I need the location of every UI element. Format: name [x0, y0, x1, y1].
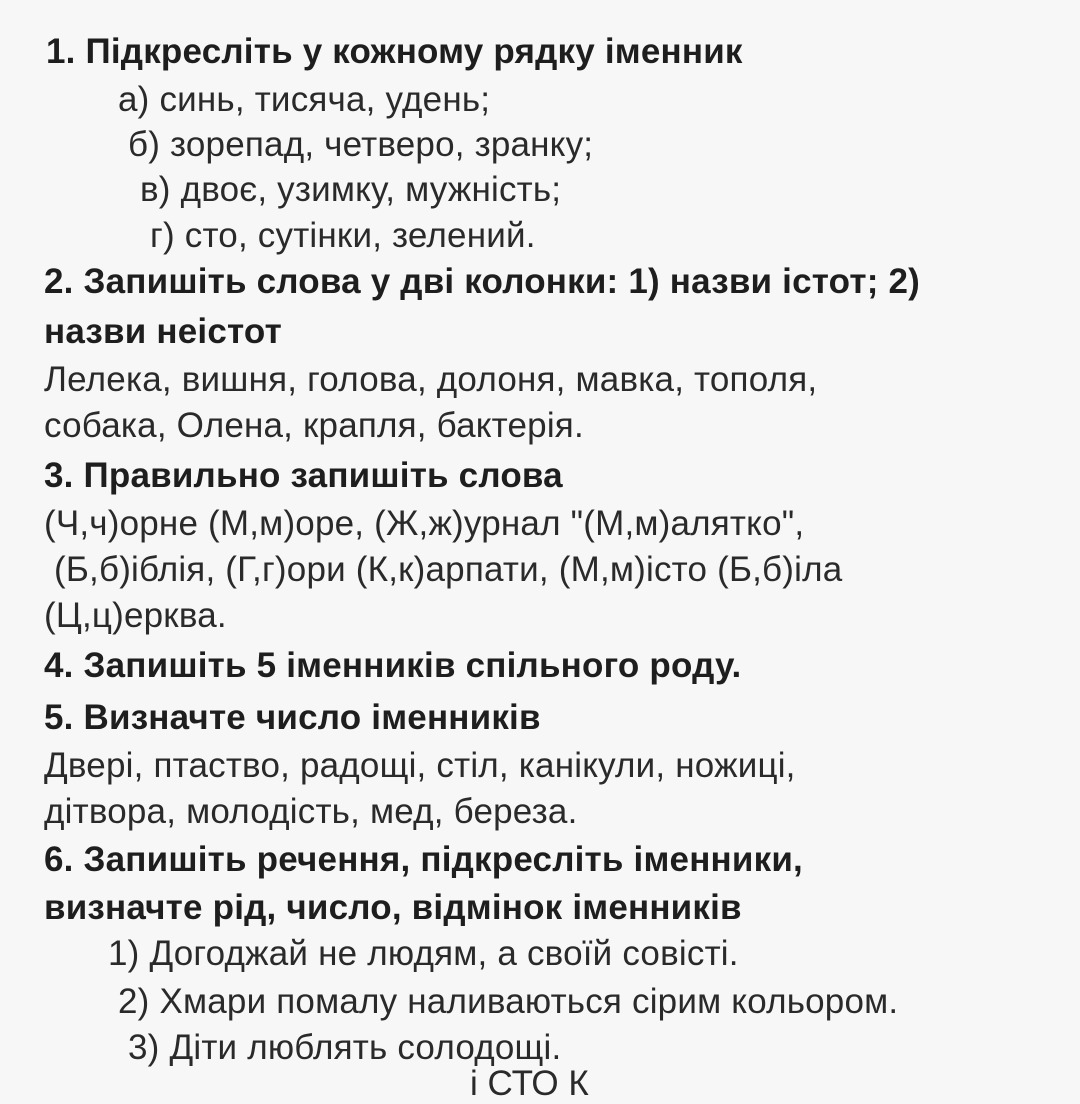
task-1-item-c: в) двоє, узимку, мужність; [140, 170, 562, 209]
task-5-text-line-1: Двері, птаство, радощі, стіл, канікули, ножиці, [44, 746, 796, 785]
task-3-heading: 3. Правильно запишіть слова [44, 456, 563, 495]
task-5-text-line-2: дітвора, молодість, мед, береза. [44, 792, 578, 831]
task-2-text-line-2: собака, Олена, крапля, бактерія. [44, 406, 584, 445]
task-1-heading: 1. Підкресліть у кожному рядку іменник [46, 32, 743, 71]
task-3-text-line-2: (Б,б)іблія, (Г,г)ори (К,к)арпати, (М,м)істо (Б,б)іла [54, 550, 843, 589]
task-2-text-line-1: Лелека, вишня, голова, долоня, мавка, тополя, [44, 360, 818, 399]
task-6-heading-line-2: визначте рід, число, відмінок іменників [44, 888, 742, 927]
task-2-heading-line-2: назви неістот [44, 312, 282, 351]
task-3-text-line-1: (Ч,ч)орне (М,м)оре, (Ж,ж)урнал "(М,м)алятко", [44, 504, 805, 543]
cut-off-text: і СТО К [470, 1064, 589, 1103]
task-5-heading: 5. Визначте число іменників [44, 698, 541, 737]
task-6-heading-line-1: 6. Запишіть речення, підкресліть іменники, [44, 840, 803, 879]
task-1-item-d: г) сто, сутінки, зелений. [150, 216, 536, 255]
task-1-item-b: б) зорепад, четверо, зранку; [128, 125, 594, 164]
task-6-sentence-3: 3) Діти люблять солодощі. [128, 1028, 562, 1067]
task-1-item-a: а) синь, тисяча, удень; [118, 80, 491, 119]
task-3-text-line-3: (Ц,ц)ерква. [44, 596, 227, 635]
task-4-heading: 4. Запишіть 5 іменників спільного роду. [44, 646, 742, 685]
task-2-heading-line-1: 2. Запишіть слова у дві колонки: 1) назви істот; 2) [44, 262, 920, 301]
task-6-sentence-1: 1) Догоджай не людям, а своїй совісті. [108, 934, 739, 973]
task-6-sentence-2: 2) Хмари помалу наливаються сірим кольором. [118, 982, 899, 1021]
